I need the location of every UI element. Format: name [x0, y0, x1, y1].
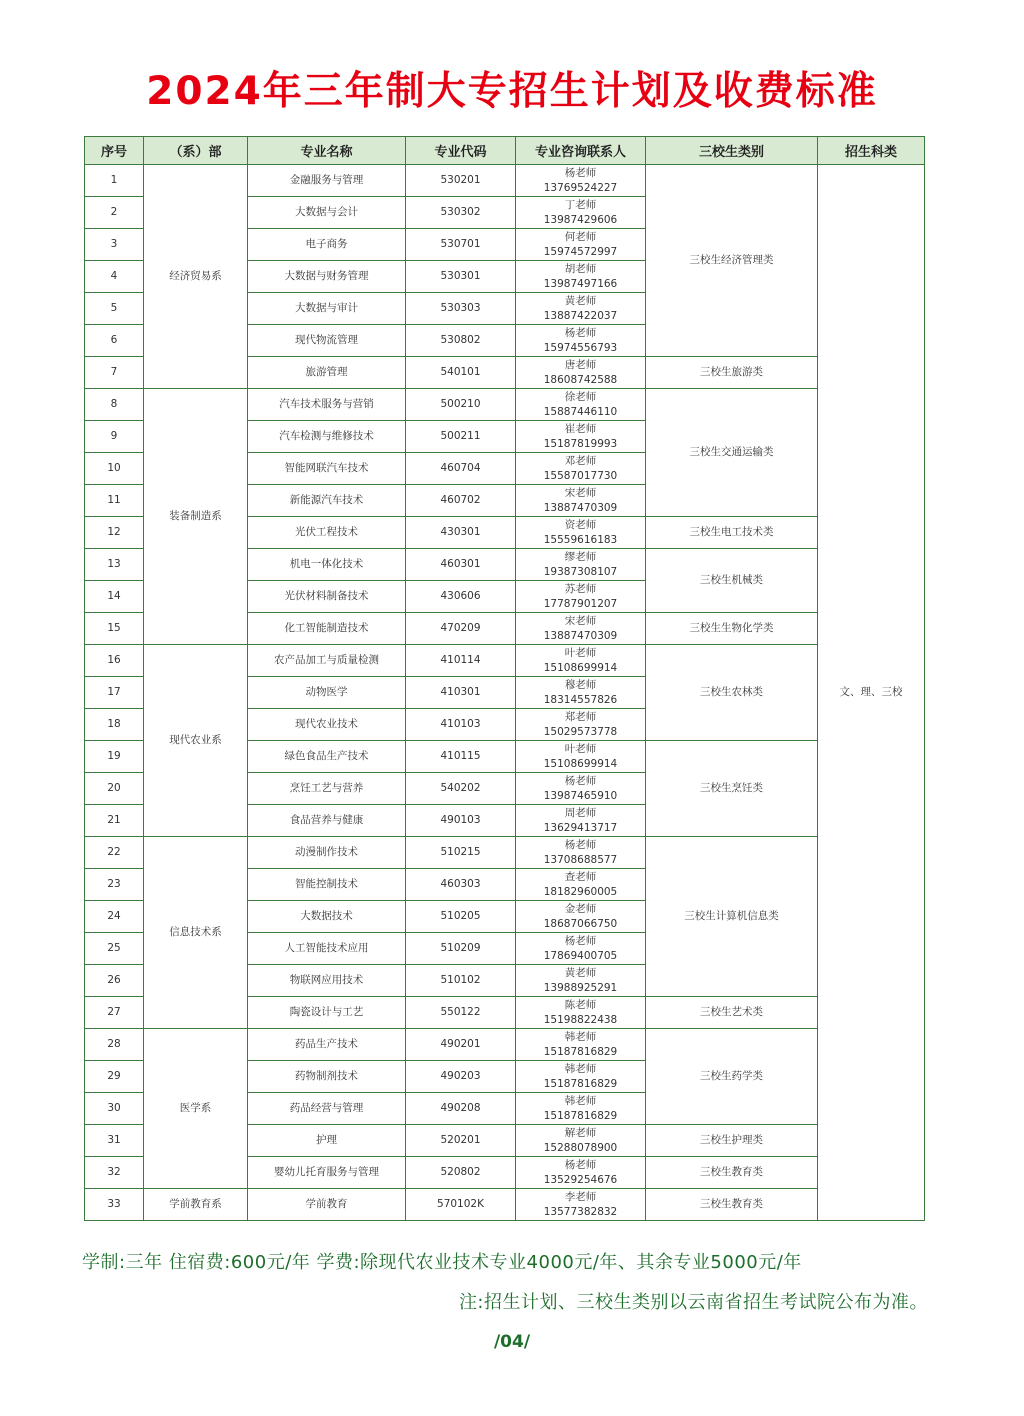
- contact-phone: 18687066750: [543, 917, 618, 930]
- contact-name: 叶老师: [564, 646, 597, 659]
- contact-cell: [516, 901, 646, 933]
- header-department: （系）部: [144, 137, 248, 165]
- major-name: 烹饪工艺与营养: [248, 773, 406, 805]
- contact-phone: 15974572997: [543, 245, 618, 258]
- contact-phone: 13887470309: [543, 629, 618, 642]
- row-number: 9: [85, 421, 144, 453]
- major-code: 470209: [406, 613, 516, 645]
- major-code: 510102: [406, 965, 516, 997]
- major-name: 药物制剂技术: [248, 1061, 406, 1093]
- contact-phone: 15187819993: [543, 437, 618, 450]
- major-code: 410115: [406, 741, 516, 773]
- major-name: 护理: [248, 1125, 406, 1157]
- major-code: 510215: [406, 837, 516, 869]
- fees-text: 学制:三年 住宿费:600元/年 学费:除现代农业技术专业4000元/年、其余专业5000元/年: [82, 1252, 802, 1273]
- major-code: 530802: [406, 325, 516, 357]
- contact-cell: [516, 293, 646, 325]
- contact-cell: [516, 1157, 646, 1189]
- contact-cell: [516, 837, 646, 869]
- contact-name: 郑老师: [564, 710, 597, 723]
- major-code: 530303: [406, 293, 516, 325]
- row-number: 4: [85, 261, 144, 293]
- contact-phone: 13629413717: [543, 821, 618, 834]
- contact-name: 黄老师: [564, 966, 597, 979]
- row-number: 6: [85, 325, 144, 357]
- department-cell: 信息技术系: [144, 837, 248, 1029]
- contact-phone: 19387308107: [543, 565, 618, 578]
- contact-phone: 15187816829: [543, 1077, 618, 1090]
- header-category: 三校生类别: [646, 137, 818, 165]
- major-name: 药品经营与管理: [248, 1093, 406, 1125]
- contact-name: 杨老师: [564, 166, 597, 179]
- contact-phone: 15974556793: [543, 341, 618, 354]
- contact-name: 宋老师: [564, 614, 597, 627]
- contact-cell: [516, 229, 646, 261]
- major-name: 动物医学: [248, 677, 406, 709]
- contact-name: 唐老师: [564, 358, 597, 371]
- contact-name: 穆老师: [564, 678, 597, 691]
- contact-phone: 13708688577: [543, 853, 618, 866]
- contact-cell: [516, 1093, 646, 1125]
- contact-cell: [516, 165, 646, 197]
- contact-name: 韩老师: [564, 1094, 597, 1107]
- header-contact: 专业咨询联系人: [516, 137, 646, 165]
- department-cell: 装备制造系: [144, 389, 248, 645]
- major-code: 490208: [406, 1093, 516, 1125]
- major-name: 新能源汽车技术: [248, 485, 406, 517]
- row-number: 15: [85, 613, 144, 645]
- contact-cell: [516, 677, 646, 709]
- major-name: 大数据与审计: [248, 293, 406, 325]
- major-code: 530301: [406, 261, 516, 293]
- major-code: 500210: [406, 389, 516, 421]
- department-cell: 经济贸易系: [144, 165, 248, 389]
- major-name: 陶瓷设计与工艺: [248, 997, 406, 1029]
- row-number: 7: [85, 357, 144, 389]
- contact-cell: [516, 773, 646, 805]
- row-number: 8: [85, 389, 144, 421]
- header-subject: 招生科类: [818, 137, 925, 165]
- major-code: 460702: [406, 485, 516, 517]
- subject-cell: 文、理、三校: [818, 165, 925, 1221]
- row-number: 5: [85, 293, 144, 325]
- contact-phone: 15108699914: [543, 661, 618, 674]
- major-code: 530201: [406, 165, 516, 197]
- contact-cell: [516, 421, 646, 453]
- major-name: 金融服务与管理: [248, 165, 406, 197]
- contact-name: 查老师: [564, 870, 597, 883]
- contact-name: 陈老师: [564, 998, 597, 1011]
- major-code: 500211: [406, 421, 516, 453]
- contact-name: 黄老师: [564, 294, 597, 307]
- contact-name: 苏老师: [564, 582, 597, 595]
- contact-phone: 18314557826: [543, 693, 618, 706]
- major-code: 510209: [406, 933, 516, 965]
- contact-phone: 15029573778: [543, 725, 618, 738]
- contact-name: 胡老师: [564, 262, 597, 275]
- contact-cell: [516, 965, 646, 997]
- major-name: 动漫制作技术: [248, 837, 406, 869]
- major-name: 智能网联汽车技术: [248, 453, 406, 485]
- row-number: 32: [85, 1157, 144, 1189]
- category-cell: 三校生生物化学类: [646, 613, 818, 645]
- contact-phone: 13988925291: [543, 981, 618, 994]
- contact-phone: 13987497166: [543, 277, 618, 290]
- contact-phone: 15288078900: [543, 1141, 618, 1154]
- row-number: 17: [85, 677, 144, 709]
- row-number: 19: [85, 741, 144, 773]
- major-name: 电子商务: [248, 229, 406, 261]
- major-code: 490201: [406, 1029, 516, 1061]
- contact-name: 徐老师: [564, 390, 597, 403]
- contact-cell: [516, 389, 646, 421]
- major-code: 490203: [406, 1061, 516, 1093]
- contact-name: 韩老师: [564, 1030, 597, 1043]
- row-number: 20: [85, 773, 144, 805]
- row-number: 18: [85, 709, 144, 741]
- contact-cell: [516, 549, 646, 581]
- contact-name: 韩老师: [564, 1062, 597, 1075]
- table-body: [85, 165, 925, 1221]
- contact-cell: [516, 741, 646, 773]
- category-cell: 三校生烹饪类: [646, 741, 818, 837]
- category-cell: 三校生经济管理类: [646, 165, 818, 357]
- row-number: 23: [85, 869, 144, 901]
- major-code: 430301: [406, 517, 516, 549]
- contact-phone: 15887446110: [543, 405, 618, 418]
- major-name: 人工智能技术应用: [248, 933, 406, 965]
- header-code: 专业代码: [406, 137, 516, 165]
- contact-phone: 17787901207: [543, 597, 618, 610]
- department-cell: 学前教育系: [144, 1189, 248, 1221]
- table-header-row: [85, 137, 925, 165]
- major-name: 学前教育: [248, 1189, 406, 1221]
- contact-phone: 13577382832: [543, 1205, 618, 1218]
- row-number: 1: [85, 165, 144, 197]
- row-number: 30: [85, 1093, 144, 1125]
- major-name: 绿色食品生产技术: [248, 741, 406, 773]
- contact-cell: [516, 261, 646, 293]
- major-name: 汽车技术服务与营销: [248, 389, 406, 421]
- row-number: 33: [85, 1189, 144, 1221]
- contact-cell: [516, 1061, 646, 1093]
- major-name: 食品营养与健康: [248, 805, 406, 837]
- contact-cell: [516, 869, 646, 901]
- major-name: 光伏工程技术: [248, 517, 406, 549]
- major-name: 现代农业技术: [248, 709, 406, 741]
- major-code: 510205: [406, 901, 516, 933]
- contact-phone: 15198822438: [543, 1013, 618, 1026]
- major-name: 现代物流管理: [248, 325, 406, 357]
- contact-cell: [516, 357, 646, 389]
- major-code: 570102K: [406, 1189, 516, 1221]
- major-code: 540101: [406, 357, 516, 389]
- contact-phone: 18608742588: [543, 373, 618, 386]
- major-name: 旅游管理: [248, 357, 406, 389]
- row-number: 16: [85, 645, 144, 677]
- contact-name: 崔老师: [564, 422, 597, 435]
- row-number: 21: [85, 805, 144, 837]
- major-name: 大数据技术: [248, 901, 406, 933]
- contact-phone: 18182960005: [543, 885, 618, 898]
- major-name: 化工智能制造技术: [248, 613, 406, 645]
- contact-name: 叶老师: [564, 742, 597, 755]
- category-cell: 三校生电工技术类: [646, 517, 818, 549]
- contact-cell: [516, 805, 646, 837]
- category-cell: 三校生旅游类: [646, 357, 818, 389]
- contact-cell: [516, 1029, 646, 1061]
- contact-phone: 15187816829: [543, 1109, 618, 1122]
- major-name: 大数据与会计: [248, 197, 406, 229]
- contact-cell: [516, 709, 646, 741]
- category-cell: 三校生交通运输类: [646, 389, 818, 517]
- major-code: 460301: [406, 549, 516, 581]
- table-row: [85, 389, 925, 421]
- major-name: 婴幼儿托育服务与管理: [248, 1157, 406, 1189]
- contact-phone: 13769524227: [543, 181, 618, 194]
- enrollment-table: [84, 136, 925, 1221]
- contact-name: 杨老师: [564, 326, 597, 339]
- contact-cell: [516, 197, 646, 229]
- row-number: 29: [85, 1061, 144, 1093]
- contact-cell: [516, 613, 646, 645]
- row-number: 11: [85, 485, 144, 517]
- contact-name: 李老师: [564, 1190, 597, 1203]
- major-name: 机电一体化技术: [248, 549, 406, 581]
- major-code: 410103: [406, 709, 516, 741]
- page-number: /04/: [493, 1332, 531, 1352]
- category-cell: 三校生计算机信息类: [646, 837, 818, 997]
- row-number: 25: [85, 933, 144, 965]
- contact-name: 周老师: [564, 806, 597, 819]
- contact-phone: 13529254676: [543, 1173, 618, 1186]
- major-code: 490103: [406, 805, 516, 837]
- major-code: 520802: [406, 1157, 516, 1189]
- contact-name: 宋老师: [564, 486, 597, 499]
- major-code: 550122: [406, 997, 516, 1029]
- contact-phone: 13987429606: [543, 213, 618, 226]
- major-code: 540202: [406, 773, 516, 805]
- row-number: 14: [85, 581, 144, 613]
- category-cell: 三校生药学类: [646, 1029, 818, 1125]
- row-number: 3: [85, 229, 144, 261]
- department-cell: 医学系: [144, 1029, 248, 1189]
- major-code: 410301: [406, 677, 516, 709]
- contact-phone: 15559616183: [543, 533, 618, 546]
- contact-phone: 15108699914: [543, 757, 618, 770]
- row-number: 28: [85, 1029, 144, 1061]
- row-number: 22: [85, 837, 144, 869]
- row-number: 27: [85, 997, 144, 1029]
- table-row: [85, 165, 925, 197]
- major-name: 药品生产技术: [248, 1029, 406, 1061]
- row-number: 26: [85, 965, 144, 997]
- contact-name: 缪老师: [564, 550, 597, 563]
- contact-phone: 13887422037: [543, 309, 618, 322]
- major-code: 460303: [406, 869, 516, 901]
- contact-name: 杨老师: [564, 774, 597, 787]
- contact-name: 丁老师: [564, 198, 597, 211]
- contact-cell: [516, 517, 646, 549]
- contact-phone: 13987465910: [543, 789, 618, 802]
- contact-name: 杨老师: [564, 838, 597, 851]
- contact-cell: [516, 325, 646, 357]
- row-number: 13: [85, 549, 144, 581]
- header-major: 专业名称: [248, 137, 406, 165]
- contact-phone: 17869400705: [543, 949, 618, 962]
- contact-phone: 13887470309: [543, 501, 618, 514]
- contact-name: 杨老师: [564, 934, 597, 947]
- contact-cell: [516, 1125, 646, 1157]
- contact-phone: 15587017730: [543, 469, 618, 482]
- contact-name: 杨老师: [564, 1158, 597, 1171]
- major-code: 410114: [406, 645, 516, 677]
- table-row: [85, 837, 925, 869]
- category-cell: 三校生教育类: [646, 1189, 818, 1221]
- row-number: 31: [85, 1125, 144, 1157]
- major-code: 520201: [406, 1125, 516, 1157]
- row-number: 24: [85, 901, 144, 933]
- contact-name: 金老师: [564, 902, 597, 915]
- major-name: 汽车检测与维修技术: [248, 421, 406, 453]
- major-code: 430606: [406, 581, 516, 613]
- contact-name: 解老师: [564, 1126, 597, 1139]
- major-code: 460704: [406, 453, 516, 485]
- table-row: [85, 1189, 925, 1221]
- contact-name: 资老师: [564, 518, 597, 531]
- major-code: 530302: [406, 197, 516, 229]
- major-code: 530701: [406, 229, 516, 261]
- page-title: 2024年三年制大专招生计划及收费标准: [146, 69, 878, 114]
- contact-name: 邓老师: [564, 454, 597, 467]
- category-cell: 三校生机械类: [646, 549, 818, 613]
- major-name: 光伏材料制备技术: [248, 581, 406, 613]
- contact-cell: [516, 997, 646, 1029]
- row-number: 10: [85, 453, 144, 485]
- category-cell: 三校生护理类: [646, 1125, 818, 1157]
- header-no: 序号: [85, 137, 144, 165]
- table-row: [85, 645, 925, 677]
- category-cell: 三校生农林类: [646, 645, 818, 741]
- contact-phone: 15187816829: [543, 1045, 618, 1058]
- contact-name: 何老师: [564, 230, 597, 243]
- contact-cell: [516, 453, 646, 485]
- major-name: 智能控制技术: [248, 869, 406, 901]
- major-name: 农产品加工与质量检测: [248, 645, 406, 677]
- major-name: 大数据与财务管理: [248, 261, 406, 293]
- contact-cell: [516, 1189, 646, 1221]
- category-cell: 三校生艺术类: [646, 997, 818, 1029]
- major-name: 物联网应用技术: [248, 965, 406, 997]
- department-cell: 现代农业系: [144, 645, 248, 837]
- category-cell: 三校生教育类: [646, 1157, 818, 1189]
- table-row: [85, 1029, 925, 1061]
- contact-cell: [516, 645, 646, 677]
- contact-cell: [516, 933, 646, 965]
- row-number: 12: [85, 517, 144, 549]
- note-text: 注:招生计划、三校生类别以云南省招生考试院公布为准。: [458, 1292, 928, 1313]
- contact-cell: [516, 581, 646, 613]
- contact-cell: [516, 485, 646, 517]
- row-number: 2: [85, 197, 144, 229]
